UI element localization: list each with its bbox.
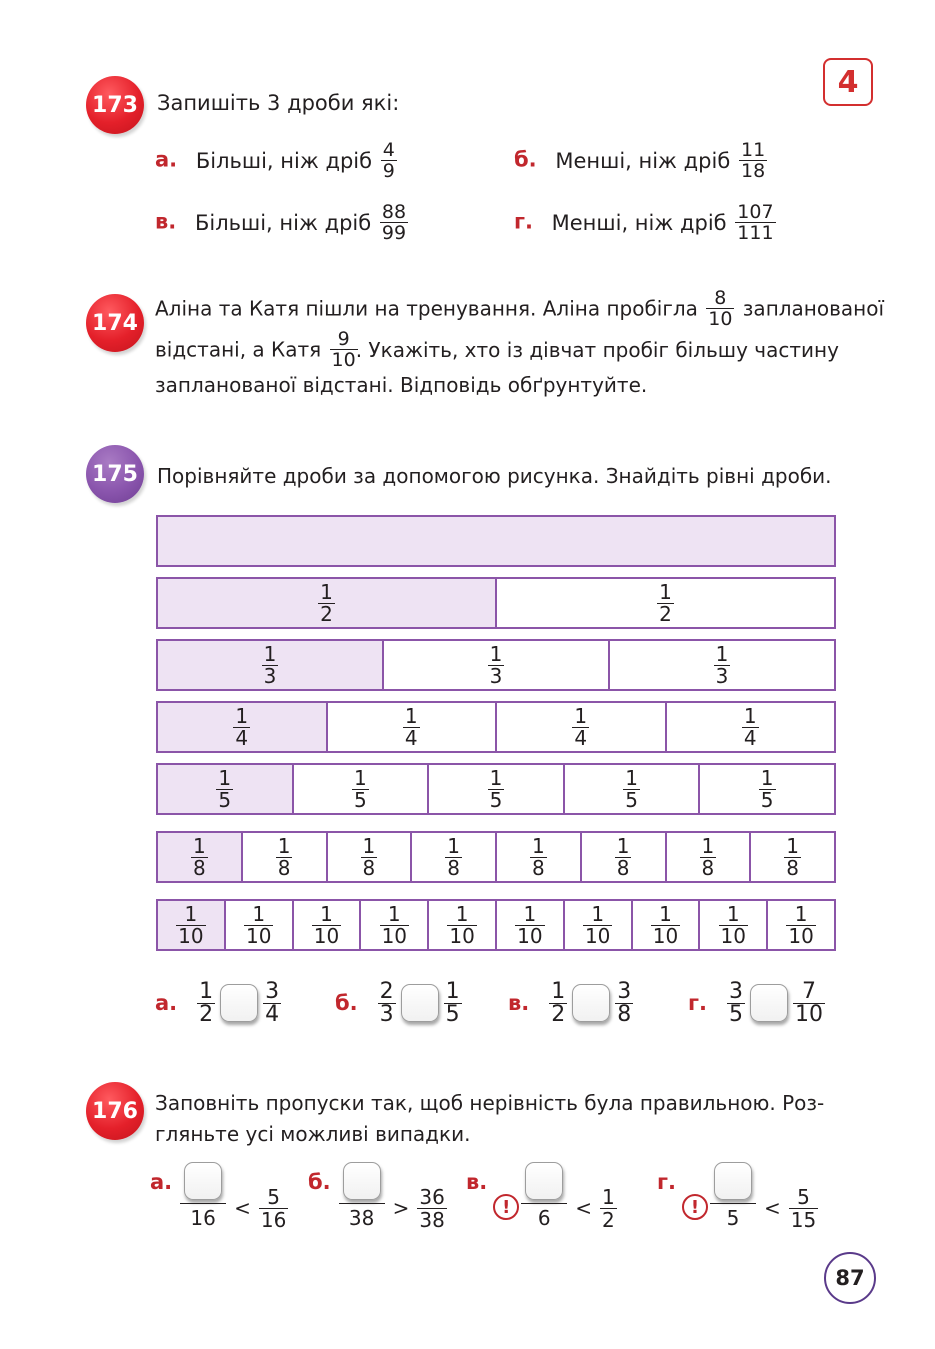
problem-173-badge xyxy=(86,76,144,134)
strip-cell xyxy=(292,765,428,813)
fraction xyxy=(700,833,717,880)
strip-3 xyxy=(156,639,836,691)
fraction xyxy=(600,1186,617,1231)
numerator: 1 xyxy=(277,833,291,858)
numerator: 1 xyxy=(591,901,605,926)
fraction xyxy=(784,833,801,880)
p173-item-d xyxy=(514,202,778,243)
item-letter: б. xyxy=(514,147,537,172)
denominator: 18 xyxy=(740,160,766,182)
denominator: 4 xyxy=(574,725,588,750)
denominator: 8 xyxy=(701,855,715,880)
denominator: 15 xyxy=(790,1207,817,1232)
numerator: 1 xyxy=(404,703,418,728)
fraction xyxy=(312,901,341,948)
numerator: 11 xyxy=(740,139,766,161)
problem-174-number: 174 xyxy=(92,310,138,336)
numerator: 1 xyxy=(489,765,503,790)
compare-row xyxy=(155,978,845,1034)
blank-fraction xyxy=(339,1162,385,1228)
comparison-sign: < xyxy=(234,1196,251,1220)
numerator: 5 xyxy=(267,1184,281,1209)
denominator: 5 xyxy=(710,1203,756,1228)
denominator: 8 xyxy=(617,1001,632,1027)
comparison-sign: < xyxy=(763,1196,781,1220)
fraction xyxy=(623,765,640,812)
chapter-number: 4 xyxy=(837,64,859,100)
numerator: 1 xyxy=(715,641,729,666)
problem-175-prompt: Порівняйте дроби за допомогою рисунка. Знайдіть рівні дроби. xyxy=(157,464,832,488)
page-number-circle xyxy=(824,1252,876,1304)
fraction xyxy=(793,978,825,1027)
denominator: 38 xyxy=(419,1207,445,1232)
problem-176-badge xyxy=(86,1082,144,1140)
denominator: 3 xyxy=(263,663,277,688)
fraction xyxy=(361,833,378,880)
compare-item xyxy=(155,978,283,1028)
problem-175-badge xyxy=(86,445,144,503)
fraction xyxy=(216,765,233,812)
strip-cell xyxy=(608,641,834,689)
text-span: запланованої xyxy=(742,296,885,321)
denominator: 4 xyxy=(404,725,418,750)
numerator: 1 xyxy=(726,901,740,926)
numerator: 1 xyxy=(193,833,206,858)
numerator: 2 xyxy=(379,978,394,1004)
strip-cell xyxy=(563,901,631,949)
denominator: 8 xyxy=(532,855,545,880)
problem-176-number: 176 xyxy=(92,1098,138,1124)
fraction xyxy=(742,703,759,750)
numerator: 1 xyxy=(701,833,715,858)
denominator: 10 xyxy=(584,923,611,948)
p176-line1: Заповніть пропуски так, щоб нерівність була правильною. Роз- xyxy=(155,1091,825,1115)
item-letter: г. xyxy=(657,1170,676,1194)
fraction xyxy=(706,288,734,329)
denominator: 8 xyxy=(277,855,291,880)
fraction xyxy=(739,140,767,181)
numerator: 1 xyxy=(659,579,672,604)
item-text: Більші, ніж дріб xyxy=(195,148,373,173)
numerator: 1 xyxy=(354,765,367,790)
warning-icon: ! xyxy=(493,1194,519,1220)
denominator: 2 xyxy=(602,1207,615,1232)
numerator: 7 xyxy=(801,978,816,1004)
strip-cell xyxy=(359,901,427,949)
strip-cell xyxy=(665,833,750,881)
numerator: 36 xyxy=(419,1184,445,1209)
denominator: 4 xyxy=(265,1001,280,1027)
fraction xyxy=(263,978,281,1027)
fraction xyxy=(191,833,208,880)
compare-answer-box[interactable] xyxy=(401,984,439,1022)
compare-answer-box[interactable] xyxy=(220,984,258,1022)
fraction xyxy=(276,833,293,880)
p173-item-c xyxy=(155,202,410,243)
denominator: 4 xyxy=(235,725,249,750)
denominator: 5 xyxy=(445,1001,460,1027)
inequality-item xyxy=(308,1152,449,1232)
strip-cell xyxy=(326,833,411,881)
numerator: 1 xyxy=(551,978,566,1004)
p174-line3: запланованої відстані. Відповідь обґрунтуйте. xyxy=(155,373,648,397)
strip-cell xyxy=(158,579,495,627)
denominator: 8 xyxy=(616,855,630,880)
fraction xyxy=(444,978,462,1027)
denominator: 2 xyxy=(659,601,672,626)
fraction xyxy=(330,329,358,370)
denominator: 10 xyxy=(708,308,733,330)
fraction xyxy=(488,641,505,688)
denominator: 5 xyxy=(625,787,638,812)
strip-cell xyxy=(749,833,834,881)
denominator: 3 xyxy=(379,1001,394,1027)
item-letter: б. xyxy=(308,1170,331,1194)
item-letter: а. xyxy=(155,991,178,1015)
strip-cell xyxy=(580,833,665,881)
numerator-blank xyxy=(522,1162,566,1203)
numerator: 1 xyxy=(320,579,333,604)
numerator-blank xyxy=(340,1162,384,1203)
fraction xyxy=(403,703,420,750)
denominator: 10 xyxy=(178,923,204,948)
fraction xyxy=(549,978,567,1027)
blank-fraction xyxy=(180,1162,226,1228)
numerator-answer-box[interactable] xyxy=(343,1162,381,1200)
numerator: 1 xyxy=(320,901,333,926)
problem-174-badge xyxy=(86,294,144,352)
numerator: 107 xyxy=(737,201,774,223)
fraction xyxy=(352,765,369,812)
numerator: 1 xyxy=(218,765,232,790)
strip-cell xyxy=(158,901,224,949)
denominator: 5 xyxy=(354,787,367,812)
strip-cell xyxy=(410,833,495,881)
numerator: 3 xyxy=(617,978,632,1004)
item-text: Менші, ніж дріб xyxy=(551,210,727,235)
strip-5 xyxy=(156,763,836,815)
numerator: 1 xyxy=(263,641,277,666)
numerator-answer-box[interactable] xyxy=(184,1162,222,1200)
fraction xyxy=(318,579,335,626)
strip-cell xyxy=(427,765,563,813)
numerator: 1 xyxy=(659,901,672,926)
strip-cell xyxy=(382,641,608,689)
fraction xyxy=(657,579,674,626)
strip-1 xyxy=(156,515,836,567)
item-letter: а. xyxy=(155,147,178,172)
blank-fraction xyxy=(521,1162,567,1228)
fraction xyxy=(197,978,215,1027)
numerator: 1 xyxy=(794,901,808,926)
item-letter: а. xyxy=(150,1170,173,1194)
denominator: 9 xyxy=(382,160,395,182)
inequality-item xyxy=(150,1152,290,1232)
fraction xyxy=(759,765,776,812)
denominator: 38 xyxy=(339,1203,385,1228)
numerator: 1 xyxy=(252,901,266,926)
problem-174-text xyxy=(155,288,884,402)
strip-cell xyxy=(495,901,563,949)
strip-cell xyxy=(326,703,496,751)
p173-item-b xyxy=(514,140,769,181)
numerator: 88 xyxy=(381,201,407,223)
numerator: 1 xyxy=(387,901,401,926)
denominator: 99 xyxy=(381,222,407,244)
numerator-blank xyxy=(711,1162,755,1203)
fraction xyxy=(259,1186,288,1231)
fraction xyxy=(719,901,748,948)
inequality-item xyxy=(466,1152,619,1232)
numerator: 1 xyxy=(455,901,469,926)
fraction xyxy=(380,202,408,243)
item-text: Більші, ніж дріб xyxy=(194,210,372,235)
strip-cell xyxy=(495,579,834,627)
numerator: 1 xyxy=(743,703,757,728)
denominator: 16 xyxy=(260,1207,287,1232)
compare-answer-box[interactable] xyxy=(750,984,788,1022)
numerator: 1 xyxy=(602,1184,615,1209)
denominator: 10 xyxy=(245,923,272,948)
denominator: 4 xyxy=(743,725,757,750)
denominator: 5 xyxy=(760,787,774,812)
denominator: 10 xyxy=(449,923,475,948)
denominator: 6 xyxy=(521,1203,567,1228)
denominator: 10 xyxy=(788,923,814,948)
p174-line1 xyxy=(155,288,884,329)
denominator: 2 xyxy=(320,601,333,626)
fraction xyxy=(417,1186,446,1231)
denominator: 10 xyxy=(517,923,543,948)
numerator: 1 xyxy=(235,703,249,728)
compare-item xyxy=(688,978,827,1028)
strip-10 xyxy=(156,899,836,951)
problem-173-prompt: Запишіть 3 дроби які: xyxy=(157,91,400,115)
strip-cell xyxy=(427,901,495,949)
strip-cell xyxy=(698,765,834,813)
fraction xyxy=(445,833,462,880)
denominator: 8 xyxy=(786,855,799,880)
numerator: 9 xyxy=(337,328,350,350)
numerator: 1 xyxy=(489,641,503,666)
fraction xyxy=(615,978,633,1027)
fraction xyxy=(515,901,544,948)
problem-173-number: 173 xyxy=(92,92,138,118)
denominator: 10 xyxy=(794,1001,823,1027)
denominator: 5 xyxy=(489,787,503,812)
fraction xyxy=(233,703,250,750)
compare-item xyxy=(508,978,635,1028)
numerator: 1 xyxy=(447,833,460,858)
problem-176-text xyxy=(155,1088,824,1150)
fraction xyxy=(572,703,589,750)
fraction xyxy=(735,202,775,243)
strip-cell xyxy=(158,703,326,751)
numerator: 1 xyxy=(574,703,588,728)
strip-cell xyxy=(158,517,834,565)
fraction xyxy=(380,901,409,948)
strip-cell xyxy=(495,833,580,881)
strip-cell xyxy=(766,901,834,949)
fraction xyxy=(786,901,815,948)
denominator: 5 xyxy=(728,1001,743,1027)
denominator: 2 xyxy=(199,1001,214,1027)
comparison-sign: < xyxy=(575,1196,593,1220)
numerator-blank xyxy=(181,1162,225,1203)
numerator: 3 xyxy=(728,978,743,1004)
fraction xyxy=(789,1186,818,1231)
fraction xyxy=(488,765,505,812)
strip-cell xyxy=(563,765,699,813)
text-span: відстані, а Катя xyxy=(155,337,322,362)
denominator: 10 xyxy=(652,923,679,948)
warning-icon: ! xyxy=(682,1194,708,1220)
item-letter: в. xyxy=(466,1170,488,1194)
item-letter: в. xyxy=(155,209,177,234)
numerator: 1 xyxy=(760,765,774,790)
fraction xyxy=(651,901,680,948)
numerator: 1 xyxy=(523,901,537,926)
denominator: 10 xyxy=(313,923,340,948)
numerator: 1 xyxy=(445,978,460,1004)
blank-fraction xyxy=(710,1162,756,1228)
page-number: 87 xyxy=(835,1266,865,1290)
denominator: 8 xyxy=(193,855,206,880)
denominator: 5 xyxy=(218,787,232,812)
numerator: 3 xyxy=(265,978,280,1004)
fraction xyxy=(583,901,612,948)
strip-cell xyxy=(665,703,835,751)
denominator: 8 xyxy=(447,855,460,880)
denominator: 10 xyxy=(720,923,746,948)
compare-item xyxy=(335,978,464,1028)
item-letter: г. xyxy=(514,209,533,234)
denominator: 3 xyxy=(715,663,729,688)
denominator: 10 xyxy=(381,923,408,948)
fraction xyxy=(727,978,745,1027)
numerator: 1 xyxy=(532,833,545,858)
denominator: 16 xyxy=(180,1203,226,1228)
numerator-answer-box[interactable] xyxy=(525,1162,563,1200)
p173-item-a xyxy=(155,140,399,181)
strip-8 xyxy=(156,831,836,883)
strip-cell xyxy=(224,901,292,949)
numerator: 1 xyxy=(786,833,799,858)
fraction xyxy=(714,641,731,688)
inequality-row xyxy=(150,1152,850,1232)
item-letter: в. xyxy=(508,991,530,1015)
fraction xyxy=(615,833,632,880)
p176-line2: гляньте усі можливі випадки. xyxy=(155,1122,471,1146)
text-span: Аліна та Катя пішли на тренування. Аліна пробігла xyxy=(155,296,698,321)
fraction xyxy=(244,901,273,948)
numerator: 1 xyxy=(199,978,214,1004)
strip-cell xyxy=(158,765,292,813)
numerator: 1 xyxy=(625,765,638,790)
strip-cell xyxy=(698,901,766,949)
strip-cell xyxy=(495,703,665,751)
item-text: Менші, ніж дріб xyxy=(555,148,731,173)
strip-cell xyxy=(292,901,360,949)
comparison-sign: > xyxy=(392,1196,410,1220)
item-letter: г. xyxy=(688,991,707,1015)
compare-answer-box[interactable] xyxy=(572,984,610,1022)
denominator: 2 xyxy=(551,1001,566,1027)
numerator: 1 xyxy=(362,833,376,858)
problem-175-number: 175 xyxy=(92,461,138,487)
denominator: 10 xyxy=(331,349,356,371)
strip-cell xyxy=(631,901,699,949)
numerator: 8 xyxy=(714,287,727,309)
fraction xyxy=(262,641,279,688)
denominator: 8 xyxy=(362,855,376,880)
denominator: 111 xyxy=(737,222,774,244)
strip-cell xyxy=(241,833,326,881)
fraction xyxy=(530,833,547,880)
inequality-item xyxy=(657,1152,820,1232)
fraction xyxy=(378,978,396,1027)
chapter-tab xyxy=(823,58,873,106)
fraction xyxy=(381,140,397,181)
numerator: 1 xyxy=(616,833,630,858)
strip-cell xyxy=(158,833,241,881)
p174-line2 xyxy=(155,329,884,370)
strip-4 xyxy=(156,701,836,753)
strip-cell xyxy=(158,641,382,689)
fraction xyxy=(176,901,205,948)
numerator-answer-box[interactable] xyxy=(714,1162,752,1200)
text-span: . Укажіть, хто із дівчат пробіг більшу частину xyxy=(355,337,839,362)
numerator: 1 xyxy=(184,901,198,926)
item-letter: б. xyxy=(335,991,358,1015)
strip-2 xyxy=(156,577,836,629)
numerator: 4 xyxy=(382,139,395,161)
denominator: 3 xyxy=(489,663,503,688)
numerator: 5 xyxy=(797,1184,810,1209)
fraction xyxy=(447,901,476,948)
